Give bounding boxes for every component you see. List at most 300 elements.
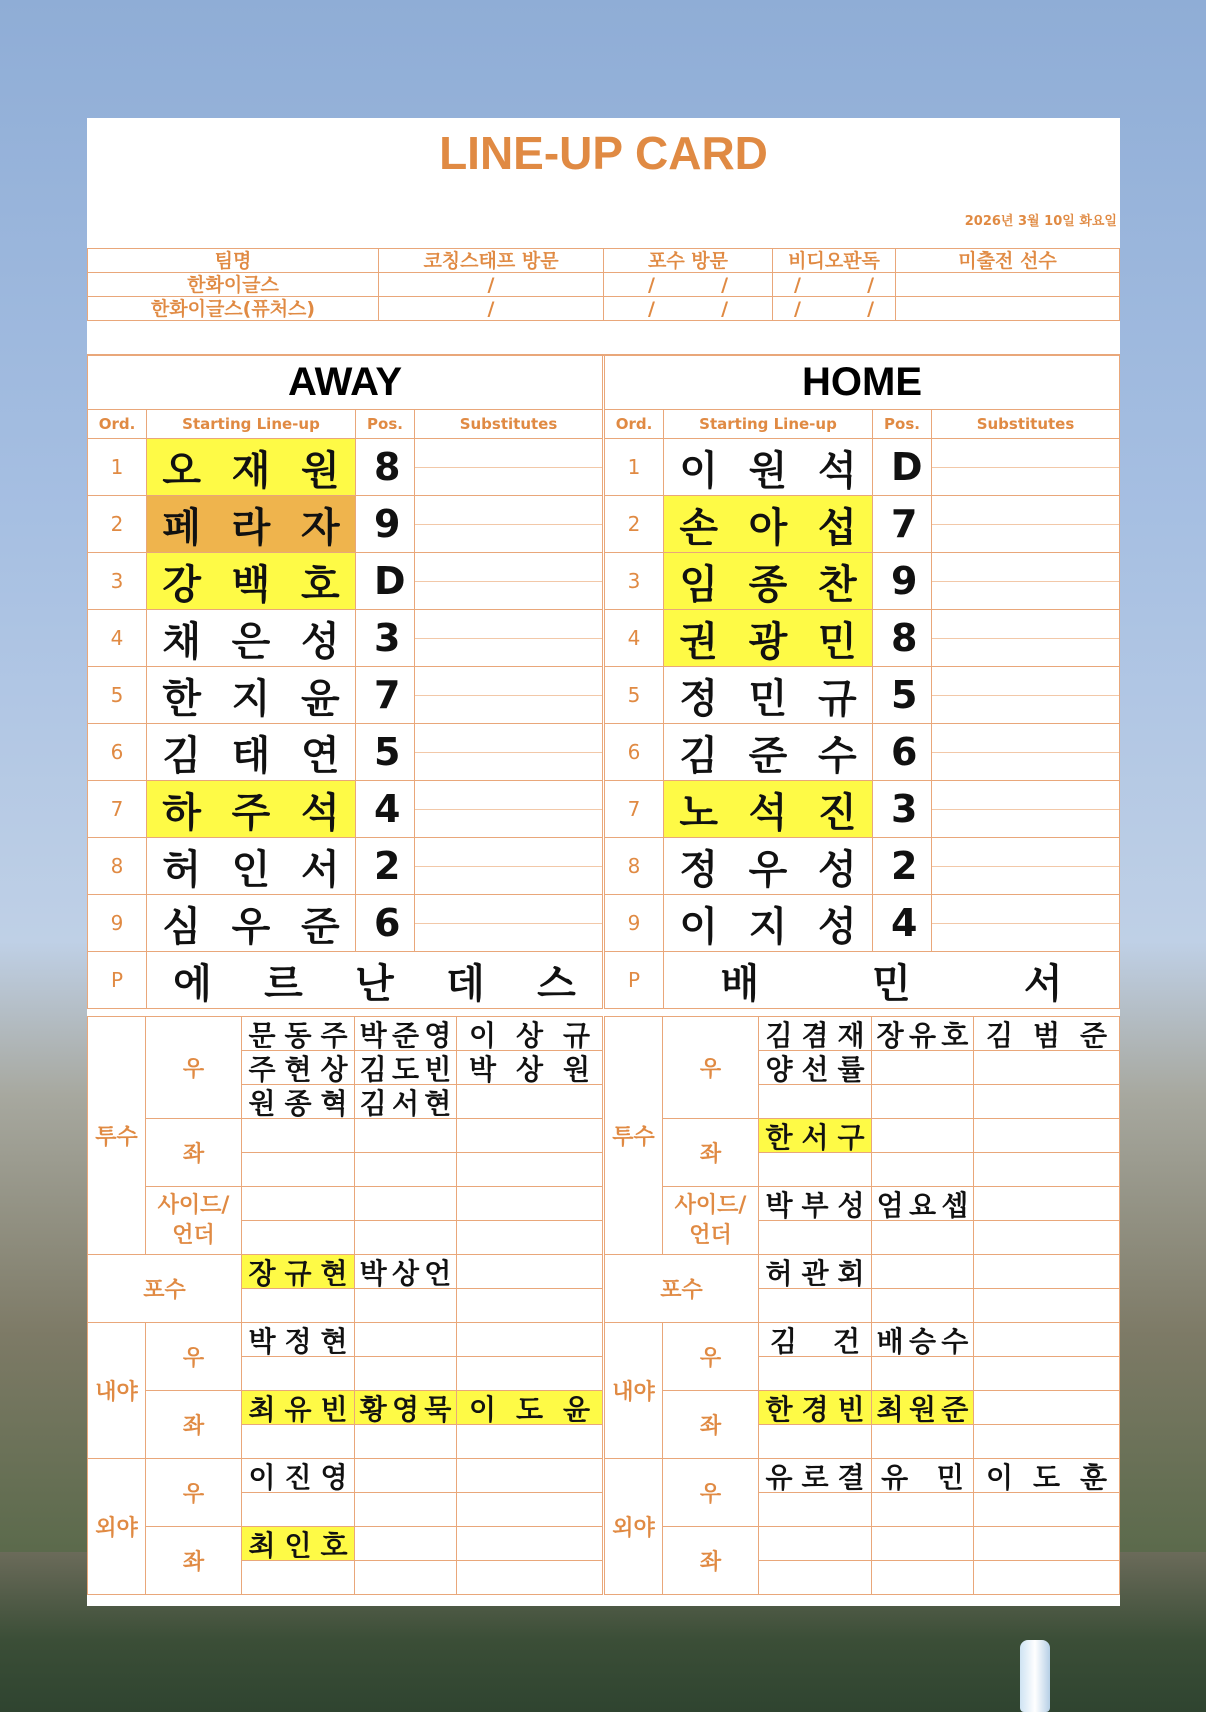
reserve-player-name xyxy=(872,1561,973,1594)
pitcher-label: P xyxy=(88,952,147,1009)
reserve-sub-label: 우 xyxy=(663,1323,759,1391)
player-name xyxy=(147,781,355,837)
name-char: 임 xyxy=(679,561,718,608)
col-pos: Pos. xyxy=(356,410,415,439)
name-char: 유 xyxy=(765,1460,793,1494)
coach-visit: / xyxy=(379,273,604,297)
name-char: 성 xyxy=(818,903,857,950)
reserve-sub-label: 우 xyxy=(663,1459,759,1527)
lineup-row xyxy=(605,667,1120,724)
player-name xyxy=(664,838,872,894)
video-review: / / xyxy=(773,273,896,297)
reserve-player-name xyxy=(457,1085,602,1118)
starting-pitcher xyxy=(147,952,603,1009)
reserve-player xyxy=(242,1255,355,1289)
reserve-sub-label: 좌 xyxy=(146,1527,242,1595)
reserve-player xyxy=(355,1051,457,1085)
reserve-player xyxy=(355,1391,457,1425)
side-label: 사이드/ xyxy=(674,1192,747,1218)
name-char: 한 xyxy=(162,675,201,722)
reserve-player xyxy=(242,1357,355,1391)
name-char: 지 xyxy=(748,903,788,950)
reserve-player-name xyxy=(872,1425,973,1458)
team-name: 한화이글스 xyxy=(88,273,379,297)
reserve-sub-label: 우 xyxy=(146,1459,242,1527)
reserve-player xyxy=(872,1391,974,1425)
player-name-cell xyxy=(147,781,356,838)
substitute-slot xyxy=(932,610,1120,667)
reserve-player-name xyxy=(759,1561,871,1594)
name-char: 성 xyxy=(837,1188,865,1222)
name-char: 박 xyxy=(765,1188,793,1222)
reserve-player xyxy=(355,1357,457,1391)
home-label: HOME xyxy=(605,355,1120,410)
reserve-player xyxy=(974,1221,1120,1255)
reserve-player-name xyxy=(759,1391,871,1424)
name-char: 정 xyxy=(679,675,718,722)
batting-order: 8 xyxy=(88,838,147,895)
lineup-row xyxy=(88,496,603,553)
reserve-player-name xyxy=(759,1357,871,1390)
name-char: 빈 xyxy=(837,1392,865,1426)
name-char: 주 xyxy=(248,1052,276,1086)
game-date: 2026년 3월 10일 화요일 xyxy=(964,214,1117,229)
reserve-player-name xyxy=(355,1085,456,1118)
reserve-player-name xyxy=(355,1289,456,1322)
batting-order: 3 xyxy=(605,553,664,610)
batting-order: 2 xyxy=(605,496,664,553)
substitute-slot xyxy=(415,439,603,496)
player-name-cell xyxy=(147,838,356,895)
name-char: 수 xyxy=(941,1324,969,1358)
reserve-player xyxy=(759,1255,872,1289)
name-char: 이 xyxy=(468,1018,497,1052)
col-coach-visit: 코칭스태프 방문 xyxy=(379,249,604,273)
player-name-cell xyxy=(147,496,356,553)
reserve-player xyxy=(242,1221,355,1255)
reserve-player-name xyxy=(242,1221,354,1254)
name-char: 김 xyxy=(765,1018,793,1052)
player-name xyxy=(664,724,872,780)
reserve-player-name xyxy=(872,1017,973,1050)
reserve-player xyxy=(759,1459,872,1493)
reserve-player xyxy=(974,1051,1120,1085)
reserve-player xyxy=(355,1527,457,1561)
name-char: 권 xyxy=(679,618,718,665)
reserve-player xyxy=(355,1017,457,1051)
reserve-player xyxy=(974,1459,1120,1493)
reserve-player-name xyxy=(759,1527,871,1560)
reserve-player-name xyxy=(242,1391,354,1424)
col-subs: Substitutes xyxy=(932,410,1120,439)
name-char: 부 xyxy=(801,1188,829,1222)
position: 2 xyxy=(356,838,415,895)
name-char: 빈 xyxy=(424,1052,452,1086)
lineup-row xyxy=(605,439,1120,496)
batting-order: 8 xyxy=(605,838,664,895)
reserve-player xyxy=(242,1289,355,1323)
lineup-row xyxy=(88,667,603,724)
reserve-player xyxy=(759,1051,872,1085)
batting-order: 7 xyxy=(605,781,664,838)
reserve-player xyxy=(974,1017,1120,1051)
reserve-player xyxy=(355,1255,457,1289)
substitute-slot xyxy=(415,781,603,838)
reserve-player-name xyxy=(974,1357,1119,1390)
name-char: 채 xyxy=(162,618,201,665)
reserve-player-name xyxy=(242,1119,354,1152)
substitute-slot xyxy=(415,838,603,895)
reserve-sub-label xyxy=(146,1187,242,1255)
name-char: 준 xyxy=(748,732,788,779)
reserve-row xyxy=(605,1119,1120,1153)
batting-order: 9 xyxy=(605,895,664,952)
name-char: 성 xyxy=(818,846,857,893)
name-char: 유 xyxy=(284,1392,312,1426)
name-char: 문 xyxy=(248,1018,276,1052)
substitute-slot xyxy=(932,838,1120,895)
reserve-player xyxy=(974,1255,1120,1289)
name-char: 동 xyxy=(284,1018,312,1052)
reserve-player-name xyxy=(759,1425,871,1458)
batting-order: 4 xyxy=(88,610,147,667)
player-name-cell xyxy=(664,667,873,724)
name-char: 석 xyxy=(748,789,788,836)
reserve-row xyxy=(605,1391,1120,1425)
reserve-player-name xyxy=(974,1085,1119,1118)
name-char: 노 xyxy=(679,789,718,836)
name-char: 경 xyxy=(801,1392,829,1426)
name-char: 민 xyxy=(936,1460,964,1494)
name-char: 재 xyxy=(231,447,271,494)
reserve-player xyxy=(242,1459,355,1493)
reserve-player xyxy=(355,1459,457,1493)
player-name-cell xyxy=(664,838,873,895)
position: D xyxy=(356,553,415,610)
name-char: 이 xyxy=(248,1460,276,1494)
position: 3 xyxy=(356,610,415,667)
name-char: 한 xyxy=(765,1120,793,1154)
lineup-row xyxy=(605,724,1120,781)
substitute-slot xyxy=(415,496,603,553)
name-char: 스 xyxy=(537,960,576,1007)
name-char: 황 xyxy=(359,1392,387,1426)
name-char: 준 xyxy=(391,1018,420,1052)
name-char: 률 xyxy=(837,1052,865,1086)
reserve-row xyxy=(88,1459,603,1493)
name-char: 준 xyxy=(1079,1018,1108,1052)
name-char: 호 xyxy=(941,1018,969,1052)
reserve-player-name xyxy=(974,1425,1119,1458)
reserve-row xyxy=(605,1459,1120,1493)
reserve-player-name xyxy=(872,1357,973,1390)
name-char: 묵 xyxy=(424,1392,452,1426)
reserve-player xyxy=(872,1493,974,1527)
substitute-slot xyxy=(415,610,603,667)
reserve-sub-label: 우 xyxy=(146,1323,242,1391)
player-name-cell xyxy=(664,610,873,667)
name-char: 도 xyxy=(515,1392,544,1426)
reserve-player-name xyxy=(242,1187,354,1220)
name-char: 오 xyxy=(162,447,201,494)
reserve-player-name xyxy=(759,1493,871,1526)
player-name-cell xyxy=(147,553,356,610)
pitcher-name xyxy=(664,955,1119,1005)
position: 9 xyxy=(356,496,415,553)
name-char: 최 xyxy=(876,1392,904,1426)
reserve-player-name xyxy=(872,1459,973,1492)
reserve-player-name xyxy=(759,1085,871,1118)
reserve-sub-label: 우 xyxy=(663,1017,759,1119)
name-char: 상 xyxy=(320,1052,348,1086)
reserve-player xyxy=(355,1561,457,1595)
reserve-player-name xyxy=(355,1017,456,1050)
reserve-player xyxy=(242,1085,355,1119)
col-pos: Pos. xyxy=(873,410,932,439)
name-char: 관 xyxy=(801,1256,829,1290)
name-char: 김 xyxy=(162,732,201,779)
batting-order: 9 xyxy=(88,895,147,952)
water-bottle xyxy=(1020,1640,1050,1712)
reserve-player xyxy=(974,1493,1120,1527)
name-char: 원 xyxy=(562,1052,591,1086)
reserve-player xyxy=(242,1153,355,1187)
name-char: 연 xyxy=(301,732,340,779)
position: 4 xyxy=(356,781,415,838)
lineup-row xyxy=(88,895,603,952)
name-char: 허 xyxy=(162,846,201,893)
lineup-row xyxy=(605,553,1120,610)
reserve-player-name xyxy=(457,1527,602,1560)
reserve-sub-label: 좌 xyxy=(663,1391,759,1459)
name-char: 영 xyxy=(320,1460,348,1494)
reserve-group-label: 투수 xyxy=(605,1017,663,1255)
name-char: 성 xyxy=(301,618,340,665)
reserve-player xyxy=(759,1187,872,1221)
coach-visit: / xyxy=(379,297,604,321)
position: 7 xyxy=(356,667,415,724)
reserve-row xyxy=(605,1255,1120,1289)
reserve-player-name xyxy=(457,1119,602,1152)
away-reserves xyxy=(87,1016,603,1595)
substitute-slot xyxy=(932,439,1120,496)
name-char: 주 xyxy=(231,789,271,836)
name-char: 장 xyxy=(248,1256,276,1290)
reserve-player xyxy=(457,1561,603,1595)
name-char: 현 xyxy=(320,1324,348,1358)
name-char: 박 xyxy=(359,1018,387,1052)
name-char: 규 xyxy=(818,675,857,722)
reserve-player-name xyxy=(872,1119,973,1152)
reserve-player-name xyxy=(457,1255,602,1288)
reserve-sub-label: 좌 xyxy=(146,1119,242,1187)
player-name xyxy=(147,610,355,666)
reserve-player xyxy=(242,1323,355,1357)
reserve-player xyxy=(759,1221,872,1255)
batting-order: 7 xyxy=(88,781,147,838)
player-name-cell xyxy=(147,439,356,496)
name-char: 태 xyxy=(231,732,271,779)
position: 5 xyxy=(873,667,932,724)
batting-order: 4 xyxy=(605,610,664,667)
name-char: 장 xyxy=(876,1018,904,1052)
lineup-row xyxy=(88,439,603,496)
pitcher-label: P xyxy=(605,952,664,1009)
name-char: 호 xyxy=(320,1528,348,1562)
starting-pitcher xyxy=(664,952,1120,1009)
position: 6 xyxy=(356,895,415,952)
substitute-slot xyxy=(932,553,1120,610)
reserve-player xyxy=(457,1187,603,1221)
reserve-player-name xyxy=(457,1323,602,1356)
reserve-group-label: 내야 xyxy=(605,1323,663,1459)
name-char: 상 xyxy=(515,1018,544,1052)
reserve-player-name xyxy=(457,1391,602,1424)
lineup-row xyxy=(88,553,603,610)
name-char: 민 xyxy=(872,960,911,1007)
name-char: 은 xyxy=(231,618,271,665)
reserve-player xyxy=(872,1289,974,1323)
name-char: 양 xyxy=(765,1052,793,1086)
reserve-player xyxy=(759,1493,872,1527)
reserve-player xyxy=(974,1153,1120,1187)
player-name xyxy=(147,439,355,495)
name-char: 페 xyxy=(162,504,201,551)
substitute-slot xyxy=(415,724,603,781)
name-char: 요 xyxy=(908,1188,937,1222)
reserve-player-name xyxy=(355,1561,456,1594)
card-title: LINE-UP CARD xyxy=(439,127,768,179)
player-name-cell xyxy=(664,781,873,838)
reserve-player-name xyxy=(457,1221,602,1254)
batting-order: 1 xyxy=(605,439,664,496)
name-char: 선 xyxy=(801,1052,829,1086)
reserve-player-name xyxy=(355,1459,456,1492)
reserve-player xyxy=(872,1051,974,1085)
reserve-player-name xyxy=(759,1323,871,1356)
reserve-player-name xyxy=(355,1221,456,1254)
name-char: 인 xyxy=(231,846,271,893)
batting-order: 6 xyxy=(88,724,147,781)
reserve-player xyxy=(457,1153,603,1187)
reserve-player xyxy=(242,1561,355,1595)
reserve-player xyxy=(457,1289,603,1323)
name-char: 박 xyxy=(468,1052,497,1086)
reserve-player-name xyxy=(457,1051,602,1084)
reserve-player-name xyxy=(355,1323,456,1356)
reserve-player-name xyxy=(457,1017,602,1050)
name-char: 정 xyxy=(679,846,718,893)
away-label: AWAY xyxy=(88,355,603,410)
name-char: 강 xyxy=(162,561,201,608)
name-char: 서 xyxy=(391,1086,420,1120)
name-char: 우 xyxy=(748,846,788,893)
player-name-cell xyxy=(664,724,873,781)
reserve-player xyxy=(759,1425,872,1459)
reserve-player-name xyxy=(355,1119,456,1152)
reserve-sub-label xyxy=(663,1187,759,1255)
col-absent-players: 미출전 선수 xyxy=(896,249,1120,273)
reserve-player-name xyxy=(759,1119,871,1152)
reserve-player xyxy=(872,1561,974,1595)
player-name xyxy=(664,667,872,723)
reserve-player xyxy=(759,1391,872,1425)
position: 6 xyxy=(873,724,932,781)
name-char: 우 xyxy=(231,903,271,950)
under-label: 언더 xyxy=(689,1222,732,1248)
reserve-player-name xyxy=(974,1527,1119,1560)
reserve-player xyxy=(457,1255,603,1289)
reserve-player-name xyxy=(759,1017,871,1050)
name-char: 원 xyxy=(301,447,340,494)
reserve-player xyxy=(759,1289,872,1323)
reserve-player xyxy=(759,1153,872,1187)
reserve-player xyxy=(974,1391,1120,1425)
reserve-player xyxy=(759,1085,872,1119)
name-char: 윤 xyxy=(301,675,340,722)
name-char: 이 xyxy=(468,1392,497,1426)
batting-order: 2 xyxy=(88,496,147,553)
reserve-player xyxy=(872,1221,974,1255)
reserve-player-name xyxy=(872,1221,973,1254)
player-name xyxy=(664,895,872,951)
reserve-player-name xyxy=(242,1289,354,1322)
reserve-player-name xyxy=(242,1527,354,1560)
reserve-player-name xyxy=(872,1323,973,1356)
reserve-player-name xyxy=(974,1493,1119,1526)
name-char: 박 xyxy=(248,1324,276,1358)
name-char: 김 xyxy=(679,732,718,779)
col-lineup: Starting Line-up xyxy=(147,410,356,439)
reserve-player xyxy=(355,1187,457,1221)
team-name: 한화이글스(퓨처스) xyxy=(88,297,379,321)
reserve-player xyxy=(872,1153,974,1187)
name-char: 도 xyxy=(1032,1460,1061,1494)
reserve-player xyxy=(355,1085,457,1119)
name-char: 구 xyxy=(837,1120,865,1154)
substitute-slot xyxy=(932,667,1120,724)
col-video-review: 비디오판독 xyxy=(773,249,896,273)
reserve-player-name xyxy=(242,1153,354,1186)
reserve-group-label: 포수 xyxy=(605,1255,759,1323)
reserve-player-name xyxy=(242,1493,354,1526)
reserve-player xyxy=(242,1391,355,1425)
name-char: 자 xyxy=(301,504,340,551)
col-subs: Substitutes xyxy=(415,410,603,439)
player-name xyxy=(664,781,872,837)
reserve-player xyxy=(355,1221,457,1255)
batting-order: 5 xyxy=(88,667,147,724)
substitute-slot xyxy=(932,496,1120,553)
lineup-row xyxy=(605,496,1120,553)
reserve-sub-label: 좌 xyxy=(663,1527,759,1595)
reserve-player-name xyxy=(242,1051,354,1084)
name-char: 셉 xyxy=(941,1188,969,1222)
name-char: 이 xyxy=(985,1460,1014,1494)
starting-pitcher-row xyxy=(88,952,603,1009)
reserve-player-name xyxy=(872,1255,973,1288)
name-char: 배 xyxy=(876,1324,904,1358)
reserve-player xyxy=(457,1051,603,1085)
name-char: 현 xyxy=(284,1052,312,1086)
player-name-cell xyxy=(147,610,356,667)
position: 3 xyxy=(873,781,932,838)
name-char: 영 xyxy=(424,1018,452,1052)
reserve-player xyxy=(974,1085,1120,1119)
reserve-player-name xyxy=(242,1017,354,1050)
position: 8 xyxy=(873,610,932,667)
name-char: 규 xyxy=(284,1256,312,1290)
